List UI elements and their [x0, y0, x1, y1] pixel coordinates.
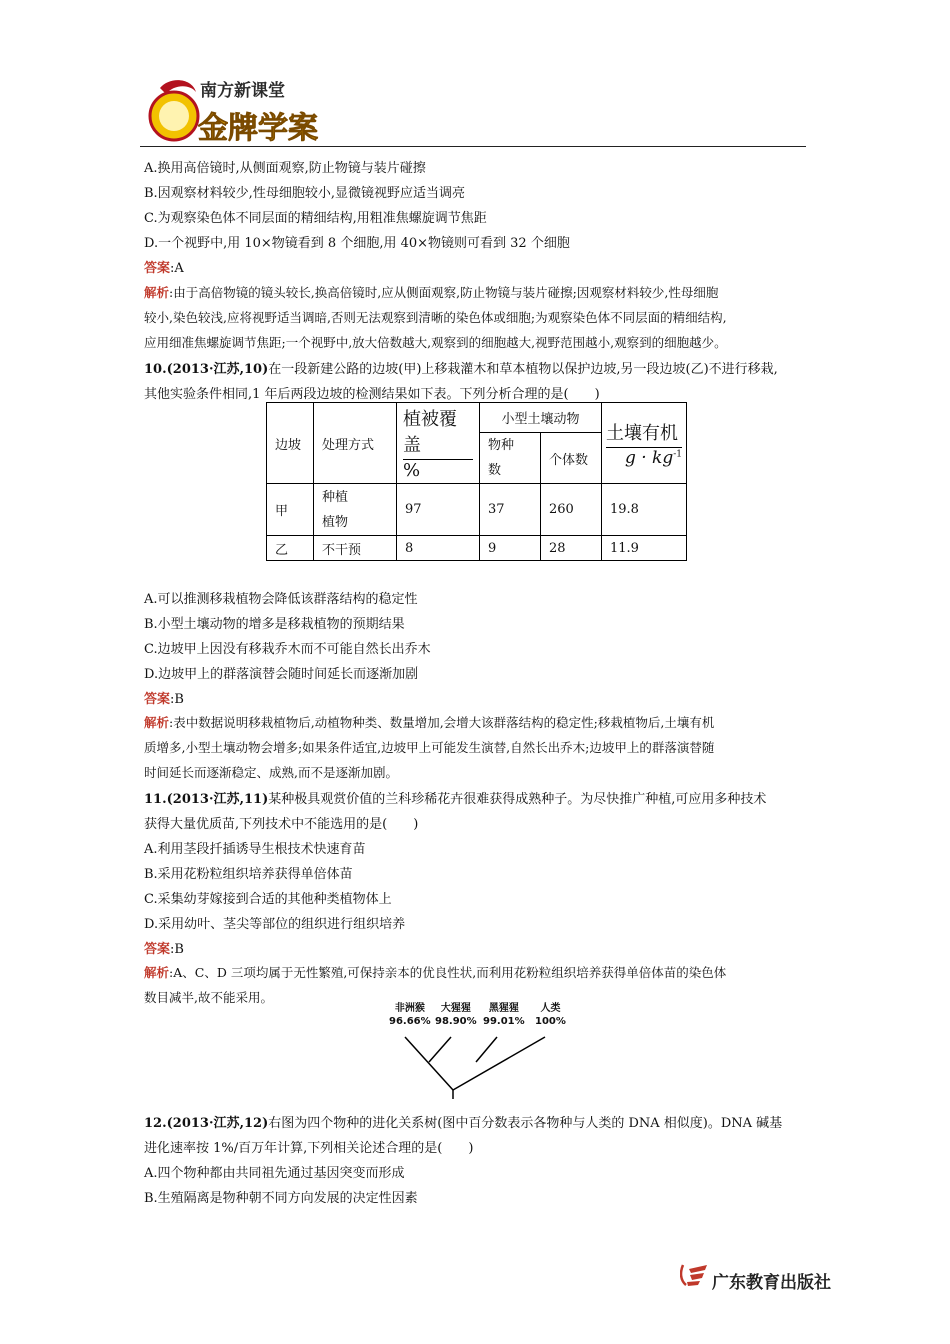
question-text: 某种极具观赏价值的兰科珍稀花卉很难获得成熟种子。为尽快推广种植,可应用多种技术 — [268, 792, 767, 807]
question-source: .(2013·江苏,10) — [162, 362, 269, 377]
taxon-similarity: 100% — [535, 1016, 566, 1027]
explanation-label: 解析 — [144, 715, 170, 730]
answer-label: 答案 — [144, 692, 171, 707]
q12-stem-2: 进化速率按 1%/百万年计算,下列相关论述合理的是( ) — [144, 1141, 474, 1156]
q10-explanation-2: 质增多,小型土壤动物会增多;如果条件适宜,边坡甲上可能发生演替,自然长出乔木;边坡甲上的群落演替随 — [144, 740, 715, 755]
question-text: 右图为四个物种的进化关系树(图中百分数表示各物种与人类的 DNA 相似度)。DNA 碱基 — [268, 1116, 783, 1131]
q9-explanation-3: 应用细准焦螺旋调节焦距;一个视野中,放大倍数越大,观察到的细胞越大,视野范围越小,观察到的细胞越少。 — [144, 335, 727, 350]
answer-label: 答案 — [144, 942, 171, 957]
q10-stem-1 — [144, 358, 778, 377]
answer-value: :B — [170, 692, 184, 707]
cell-cover: 8 — [397, 536, 480, 561]
q11-option-d: D.采用幼叶、茎尖等部位的组织进行组织培养 — [144, 917, 406, 932]
q10-option-a: A.可以推测移栽植物会降低该群落结构的稳定性 — [144, 592, 418, 607]
cell-organic: 11.9 — [602, 536, 687, 561]
q10-explanation-1 — [144, 713, 714, 731]
taxon-chimpanzee — [483, 1002, 525, 1028]
explanation-label: 解析 — [144, 285, 170, 300]
explanation-text: :由于高倍物镜的镜头较长,换高倍镜时,应从侧面观察,防止物镜与装片碰擦;因观察材料较少,性母细胞 — [169, 285, 719, 300]
taxon-human — [535, 1002, 566, 1028]
th-organic-name: 土壤有机 — [606, 419, 682, 448]
th-slope: 边坡 — [267, 403, 314, 484]
th-soil-animal: 小型土壤动物 — [480, 403, 602, 433]
q10-stem-2: 其他实验条件相同,1 年后两段边坡的检测结果如下表。下列分析合理的是( ) — [144, 387, 600, 402]
q10-data-table — [266, 402, 687, 561]
answer-value: :B — [170, 942, 184, 957]
q9-explanation-1 — [144, 283, 718, 301]
q11-option-a: A.利用茎段扦插诱导生根技术快速育苗 — [144, 842, 366, 857]
q10-option-d: D.边坡甲上的群落演替会随时间延长而逐渐加剧 — [144, 667, 419, 682]
cell-treatment: 不干预 — [314, 536, 397, 561]
header-divider — [140, 146, 806, 147]
q9-option-b: B.因观察材料较少,性母细胞较小,显微镜视野应适当调亮 — [144, 186, 465, 201]
evolution-tree-figure — [385, 1002, 585, 1102]
explanation-label: 解析 — [144, 965, 170, 980]
q11-option-b: B.采用花粉粒组织培养获得单倍体苗 — [144, 867, 353, 882]
q10-option-c: C.边坡甲上因没有移栽乔木而不可能自然长出乔木 — [144, 642, 431, 657]
th-organic-unit — [606, 448, 682, 468]
th-cover — [397, 403, 480, 484]
cell-species: 9 — [480, 536, 541, 561]
q11-explanation-2: 数目减半,故不能采用。 — [144, 990, 273, 1005]
cell-slope: 乙 — [267, 536, 314, 561]
cell-cover: 97 — [397, 484, 480, 536]
cell-treatment — [314, 484, 397, 536]
q9-option-d: D.一个视野中,用 10×物镜看到 8 个细胞,用 40×物镜则可看到 32 个细胞 — [144, 236, 570, 251]
q11-explanation-1 — [144, 963, 726, 981]
cell-treatment-2: 植物 — [322, 514, 349, 530]
taxon-similarity: 96.66% — [389, 1016, 431, 1027]
taxon-name: 人类 — [540, 1003, 561, 1014]
question-number: 11 — [144, 792, 163, 807]
explanation-text: :表中数据说明移栽植物后,动植物种类、数量增加,会增大该群落结构的稳定性;移栽植物后,土壤有机 — [169, 715, 715, 730]
taxon-name: 大猩猩 — [440, 1003, 471, 1014]
explanation-text: :A、C、D 三项均属于无性繁殖,可保持亲本的优良性状,而利用花粉粒组织培养获得单倍体苗的染色体 — [169, 965, 727, 980]
publisher-name: 广东教育出版社 — [712, 1273, 831, 1293]
q11-stem-1 — [144, 788, 766, 807]
cell-individuals: 260 — [541, 484, 602, 536]
q11-option-c: C.采集幼芽嫁接到合适的其他种类植物体上 — [144, 892, 392, 907]
publisher-logo-icon — [680, 1262, 710, 1292]
cell-species: 37 — [480, 484, 541, 536]
question-text: 在一段新建公路的边坡(甲)上移栽灌木和草本植物以保护边坡,另一段边坡(乙)不进行移栽, — [268, 362, 778, 377]
question-number: 10 — [144, 362, 163, 377]
q9-option-c: C.为观察染色体不同层面的精细结构,用粗准焦螺旋调节焦距 — [144, 211, 487, 226]
q12-option-b: B.生殖隔离是物种朝不同方向发展的决定性因素 — [144, 1191, 418, 1206]
th-treatment: 处理方式 — [314, 403, 397, 484]
th-species-2: 数 — [488, 463, 502, 478]
q11-stem-2: 获得大量优质苗,下列技术中不能选用的是( ) — [144, 817, 419, 832]
taxon-african-monkey — [389, 1002, 431, 1028]
q11-answer — [144, 938, 184, 957]
brand-top-text: 南方新课堂 — [200, 81, 285, 101]
q10-option-b: B.小型土壤动物的增多是移栽植物的预期结果 — [144, 617, 405, 632]
th-cover-unit: % — [403, 460, 421, 481]
cell-treatment-1: 种植 — [322, 489, 349, 505]
q12-option-a: A.四个物种都由共同祖先通过基因突变而形成 — [144, 1166, 405, 1181]
th-species — [480, 433, 541, 484]
question-number: 12 — [144, 1116, 163, 1131]
q12-stem-1 — [144, 1112, 782, 1131]
th-organic — [602, 403, 687, 484]
q9-explanation-2: 较小,染色较浅,应将视野适当调暗,否则无法观察到清晰的染色体或细胞;为观察染色体不同层面的精细结构, — [144, 310, 727, 325]
brand-logo-graphic — [140, 74, 340, 146]
organic-unit-text: g · kg — [624, 447, 674, 468]
taxon-similarity: 99.01% — [483, 1016, 525, 1027]
cell-organic: 19.8 — [602, 484, 687, 536]
brand-bottom-text: 金牌学案 — [198, 111, 318, 146]
th-species-1: 物种 — [488, 438, 515, 453]
th-cover-name: 植被覆盖 — [403, 405, 473, 460]
q9-option-a: A.换用高倍镜时,从侧面观察,防止物镜与装片碰擦 — [144, 161, 426, 176]
taxon-name: 黑猩猩 — [488, 1003, 519, 1014]
question-source: .(2013·江苏,12) — [162, 1116, 269, 1131]
organic-unit-exponent: -1 — [673, 448, 682, 459]
question-source: .(2013·江苏,11) — [162, 792, 269, 807]
brand-logo — [140, 74, 340, 146]
q10-explanation-3: 时间延长而逐渐稳定、成熟,而不是逐渐加剧。 — [144, 765, 398, 780]
th-individuals: 个体数 — [541, 433, 602, 484]
cell-individuals: 28 — [541, 536, 602, 561]
publisher-mark — [680, 1262, 710, 1288]
answer-label: 答案 — [144, 261, 171, 276]
answer-value: :A — [170, 261, 184, 276]
q10-answer — [144, 688, 184, 707]
taxon-similarity: 98.90% — [435, 1016, 477, 1027]
q9-answer — [144, 257, 184, 276]
table-row — [267, 536, 687, 561]
cell-slope: 甲 — [267, 484, 314, 536]
taxon-gorilla — [435, 1002, 477, 1028]
table-row — [267, 484, 687, 536]
taxon-name: 非洲猴 — [394, 1003, 425, 1014]
